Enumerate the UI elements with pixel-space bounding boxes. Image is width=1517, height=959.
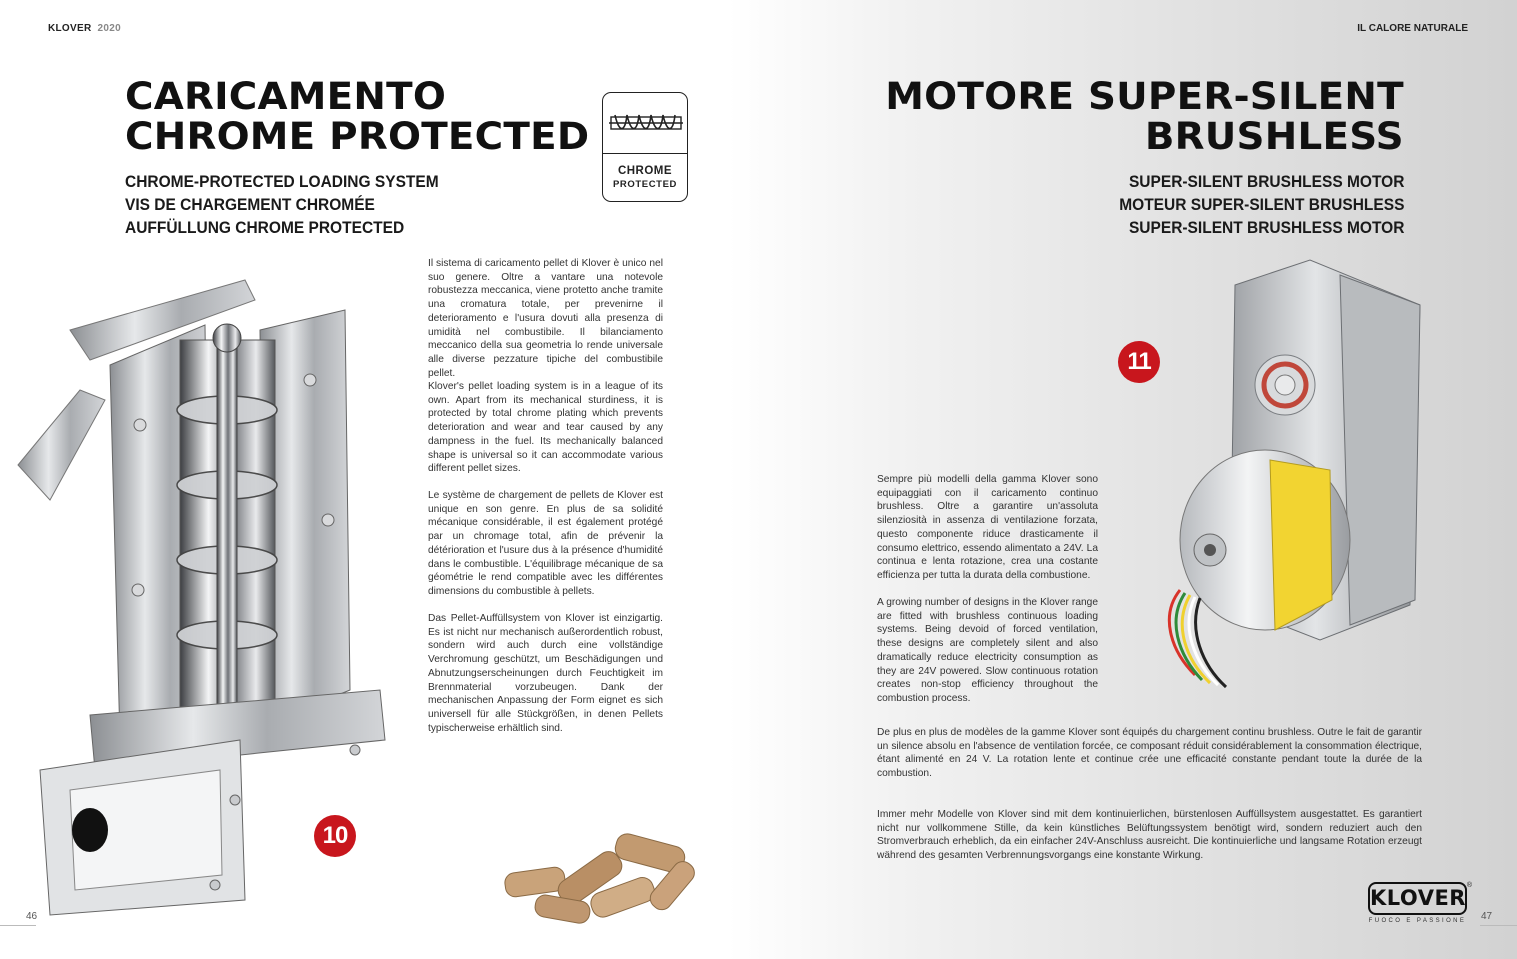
catalog-year: 2020	[97, 23, 121, 34]
auger-icon	[609, 103, 683, 147]
left-title	[125, 77, 589, 157]
left-paragraph-it: Il sistema di caricamento pellet di Klover è unico nel suo genere. Oltre a vantare una notevole robustezza meccanica, viene protetto anche tramite una cromatura totale, per prevenirne il deterioramento e l'usura dovuti alla presenza di umidità nel combustibile. Il bilanciamento meccanico della sua geometria lo rende universale alle diverse pezzature tipiche del combustibile pellet.	[428, 258, 663, 379]
footer-rule-left	[0, 925, 36, 926]
brand-name: KLOVER	[48, 23, 92, 34]
left-subtitles	[125, 171, 439, 240]
left-paragraph-en: Klover's pellet loading system is in a league of its own. Apart from its mechanical sturdiness, it is protected by total chrome plating which prevents deterioration and wear and tear caused by any dampness in the fuel. Its mechanically balanced shape is universal so it can accommodate various different pellet sizes.	[428, 381, 663, 475]
badge-divider	[603, 153, 687, 154]
footer-rule-right	[1480, 925, 1517, 926]
badge-line1: CHROME	[617, 165, 673, 177]
right-subtitles	[1119, 171, 1404, 240]
left-title-line1: CARICAMENTO	[125, 75, 447, 118]
left-paragraph-fr: Le système de chargement de pellets de Klover est unique en son genre. En plus de sa solidité mécanique considérable, il est également protégé par un chromage total, afin de prévenir la détérioration et l'usure dus à la présence d'humidité dans le combustible. L'équilibrage mécanique de sa géométrie le rend compatible avec les différentes dimensions du combustible à pellets.	[428, 490, 663, 597]
left-subtitle-de: AUFFÜLLUNG CHROME PROTECTED	[125, 219, 405, 237]
right-paragraph-de: Immer mehr Modelle von Klover sind mit dem kontinuierlichen, bürstenlosen Auffüllsystem ausgestattet. Es garantiert nicht nur vollkommene Stille, da kein künstliches Belüftungssystem benötigt wird, sondern reduziert auch den Stromverbrauch erheblich, da ein einfacher 24V-Anschluss ausreicht. Die kontinuierliche und langsame Rotation erzeugt während des gesamten Verbrennungsvorgangs eine konstante Wirkung.	[877, 809, 1422, 862]
chrome-protected-badge	[602, 92, 688, 202]
left-subtitle-en: CHROME-PROTECTED LOADING SYSTEM	[125, 173, 439, 191]
page-number-left: 46	[26, 911, 38, 922]
wood-pellets-image	[495, 830, 710, 935]
feature-number-11: 11	[1118, 341, 1160, 383]
feature-number-10: 10	[314, 815, 356, 857]
right-paragraph-it: Sempre più modelli della gamma Klover sono equipaggiati con il caricamento continuo brushless. Oltre a garantire un'assoluta silenziosità in assenza di ventilazione forzata, questo componente riduce drasticamente il consumo elettrico, essendo alimentato a 24V. La continua e lenta rotazione, crea una costante efficienza per tutta la durata della combustione.	[877, 474, 1098, 581]
left-title-line2: CHROME PROTECTED	[125, 115, 590, 158]
right-subtitle-de: SUPER-SILENT BRUSHLESS MOTOR	[1128, 219, 1404, 237]
right-subtitle-en: SUPER-SILENT BRUSHLESS MOTOR	[1128, 173, 1404, 191]
logo-wordmark: KLOVER	[1368, 882, 1467, 915]
right-title	[885, 77, 1404, 157]
logo-registered: ®	[1466, 882, 1472, 889]
left-paragraph-de: Das Pellet-Auffüllsystem von Klover ist einzigartig. Es ist nicht nur mechanisch außerordentlich robust, sondern wird auch durch eine vollständige Verchromung geschützt, um Beschädigungen und Abnutzungserscheinungen durch Feuchtigkeit im Brennmaterial vorzubeugen. Dank der mechanischen Anpassung der Form eignet es sich universell für alle Stückgrößen, in denen Pellets typischerweise erhältlich sind.	[428, 613, 663, 734]
right-paragraph-en: A growing number of designs in the Klover range are fitted with brushless continuous loading systems. Being devoid of forced ventilation, these designs are completely silent and also dramatically reduce electricity consumption as they are 24V powered. Slow continuous rotation creates non-stop efficiency throughout the combustion process.	[877, 597, 1098, 704]
right-title-line1: MOTORE SUPER-SILENT	[885, 75, 1404, 118]
page-number-right: 47	[1481, 911, 1493, 922]
logo-tagline: FUOCO E PASSIONE	[1368, 918, 1467, 924]
left-subtitle-fr: VIS DE CHARGEMENT CHROMÉE	[125, 196, 375, 214]
right-title-line2: BRUSHLESS	[1145, 115, 1404, 158]
brushless-motor-image	[1140, 255, 1430, 700]
badge-line2: PROTECTED	[613, 179, 677, 190]
klover-logo	[1368, 882, 1472, 924]
header-brand	[48, 23, 121, 34]
header-tagline: IL CALORE NATURALE	[1357, 23, 1468, 34]
right-paragraph-fr: De plus en plus de modèles de la gamme Klover sont équipés du chargement continu brushless. Outre le fait de garantir un silence absolu en l'absence de ventilation forcée, ce composant réduit considérablement la consommation électrique, étant alimenté en 24 V. La rotation lente et continue crée une efficacité constante pendant toute la durée de la combustion.	[877, 727, 1422, 780]
right-subtitle-fr: MOTEUR SUPER-SILENT BRUSHLESS	[1118, 196, 1404, 214]
